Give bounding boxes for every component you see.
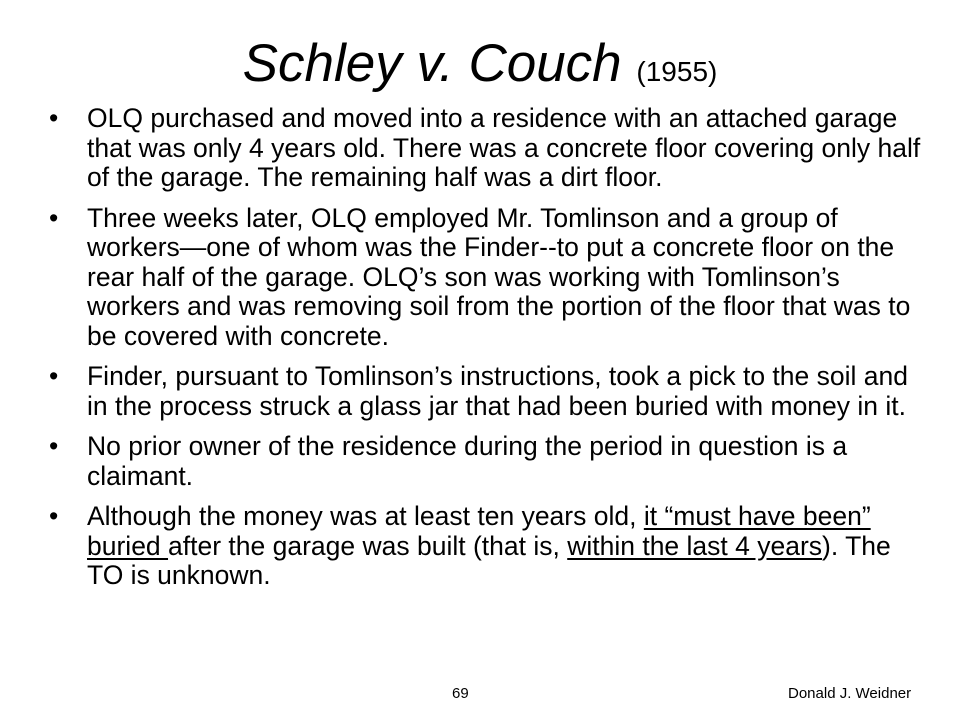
bullet-item <box>49 103 932 193</box>
bullet-item <box>49 202 932 352</box>
bullet-item <box>49 501 932 591</box>
bullet-text-part: ). The TO is unknown. <box>87 530 891 590</box>
bullet-dot-icon: • <box>49 103 59 133</box>
bullet-text: Three weeks later, OLQ employed Mr. Tomlinson and a group of workers—one of whom was the Finder--to put a concrete floor on the rear half of the garage. OLQ’s son was working with Tomlinson’s workers and was removing soil from the portion of the floor that was to be covered with concrete. <box>87 202 911 351</box>
bullet-list <box>0 104 960 602</box>
bullet-text: Finder, pursuant to Tomlinson’s instructions, took a pick to the soil and in the process struck a glass jar that had been buried with money in it. <box>87 361 908 421</box>
bullet-text-part: Although the money was at least ten years old, <box>87 501 644 531</box>
bullet-item <box>49 361 932 421</box>
footer-author: Donald J. Weidner <box>788 685 912 702</box>
bullet-dot-icon: • <box>49 361 59 391</box>
bullet-dot-icon: • <box>49 202 59 233</box>
underlined-phrase: it “must have been” buried <box>87 501 871 561</box>
bullet-text: OLQ purchased and moved into a residence with an attached garage that was only 4 years old. There was a concrete floor covering only half of the garage. The remaining half was a dirt floor. <box>87 103 921 192</box>
slide-title <box>0 34 960 102</box>
bullet-text: No prior owner of the residence during the period in question is a claimant. <box>87 431 848 491</box>
bullet-text-part: after the garage was built (that is, <box>168 530 568 561</box>
bullet-dot-icon: • <box>49 501 59 531</box>
bullet-item <box>49 431 932 491</box>
title-year: (1955) <box>636 56 718 87</box>
bullet-dot-icon: • <box>49 431 59 461</box>
page-number: 69 <box>452 685 469 702</box>
underlined-phrase: within the last 4 years <box>567 530 823 561</box>
title-main: Schley v. Couch <box>242 34 622 93</box>
